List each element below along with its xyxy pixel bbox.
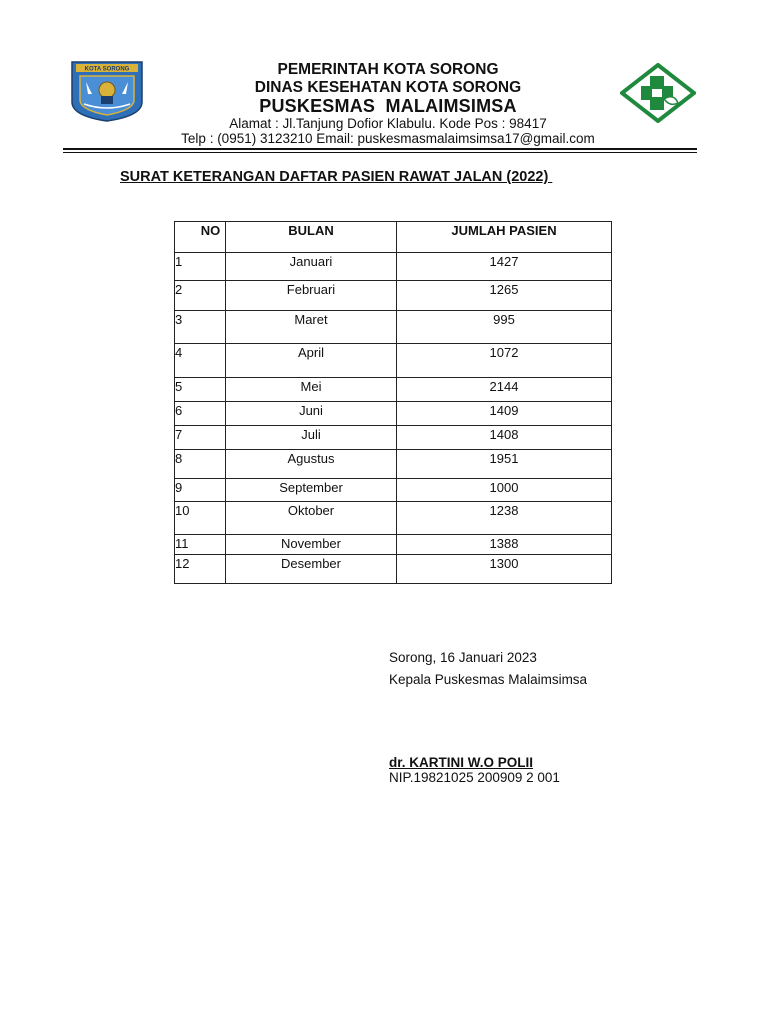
cell-no: 7 [175,426,226,450]
table-row [175,555,612,584]
cell-jumlah-pasien: 1300 [397,555,612,584]
cell-jumlah-pasien: 1388 [397,535,612,555]
header-bulan: BULAN [226,222,397,253]
table-header-row [175,222,612,253]
cell-jumlah-pasien: 2144 [397,378,612,402]
table-row [175,479,612,502]
signature-role: Kepala Puskesmas Malaimsimsa [389,672,588,687]
cell-jumlah-pasien: 1000 [397,479,612,502]
table-row [175,502,612,535]
table-row [175,281,612,311]
patient-table-body [175,253,612,584]
cell-jumlah-pasien: 1427 [397,253,612,281]
kop-divider-thin [63,152,697,153]
table-row [175,426,612,450]
cell-jumlah-pasien: 1238 [397,502,612,535]
cell-jumlah-pasien: 995 [397,311,612,344]
cell-bulan: Juli [226,426,397,450]
cell-bulan: Oktober [226,502,397,535]
cell-no: 4 [175,344,226,378]
cell-no: 5 [175,378,226,402]
cell-bulan: Maret [226,311,397,344]
header-no-label: NO [200,223,221,238]
kop-contact: Telp : (0951) 3123210 Email: puskesmasmalaimsimsa17@gmail.com [181,131,595,146]
header-jumlah-pasien: JUMLAH PASIEN [397,222,612,253]
kop-department-line: DINAS KESEHATAN KOTA SORONG [254,79,522,96]
cell-bulan: September [226,479,397,502]
cell-no: 2 [175,281,226,311]
kop-institution-name: PUSKESMAS MALAIMSIMSA [259,96,517,116]
cell-bulan: Mei [226,378,397,402]
cell-bulan: Januari [226,253,397,281]
cell-no: 1 [175,253,226,281]
cell-no: 10 [175,502,226,535]
table-row [175,344,612,378]
cell-bulan: April [226,344,397,378]
cell-jumlah-pasien: 1408 [397,426,612,450]
cell-jumlah-pasien: 1951 [397,450,612,479]
table-row [175,402,612,426]
table-row [175,535,612,555]
cell-no: 9 [175,479,226,502]
cell-no: 12 [175,555,226,584]
kop-divider-thick [63,148,697,150]
signature-nip: NIP.19821025 200909 2 001 [389,770,560,785]
header-no [175,222,226,253]
patient-table [174,221,612,584]
signature-name: dr. KARTINI W.O POLII [389,755,534,770]
cell-no: 11 [175,535,226,555]
kop-government-line: PEMERINTAH KOTA SORONG [277,61,499,78]
cell-bulan: Desember [226,555,397,584]
cell-no: 3 [175,311,226,344]
cell-no: 6 [175,402,226,426]
table-row [175,378,612,402]
table-row [175,253,612,281]
cell-bulan: Februari [226,281,397,311]
cell-jumlah-pasien: 1265 [397,281,612,311]
cell-jumlah-pasien: 1072 [397,344,612,378]
table-row [175,450,612,479]
cell-jumlah-pasien: 1409 [397,402,612,426]
kop-address: Alamat : Jl.Tanjung Dofior Klabulu. Kode Pos : 98417 [229,116,547,131]
cell-bulan: November [226,535,397,555]
table-row [175,311,612,344]
signature-place-date: Sorong, 16 Januari 2023 [389,650,537,665]
logo-left-text: KOTA SORONG [84,66,130,73]
cell-bulan: Agustus [226,450,397,479]
cell-bulan: Juni [226,402,397,426]
document-title: SURAT KETERANGAN DAFTAR PASIEN RAWAT JALAN (2022) [120,169,553,185]
cell-no: 8 [175,450,226,479]
